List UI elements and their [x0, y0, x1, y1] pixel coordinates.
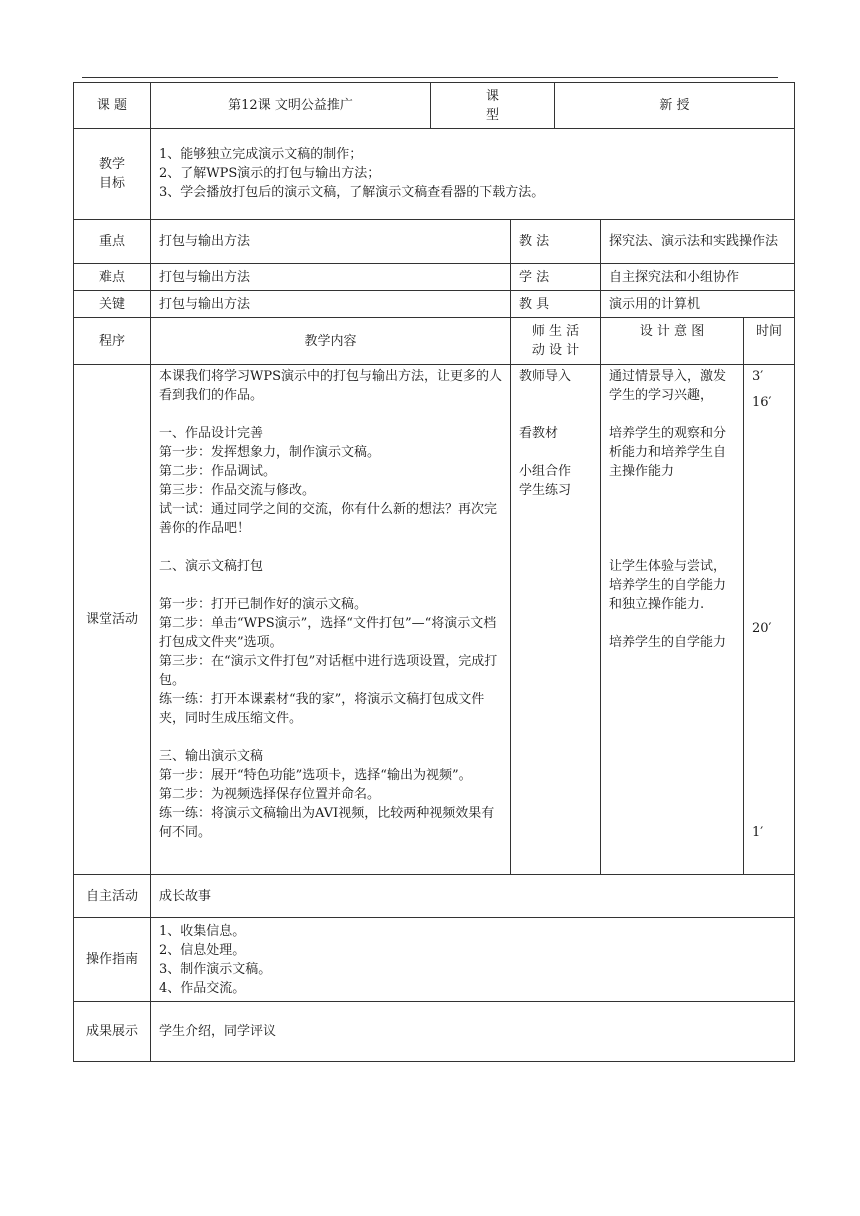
learning-method-value: 自主探究法和小组协作 — [601, 264, 795, 291]
step-text: 试一试：通过同学之间的交流，你有什么新的想法？再次完善你的作品吧！ — [159, 502, 498, 536]
goals-label-line2: 目标 — [98, 176, 125, 191]
step-text: 练一练：将演示文稿输出为AVI视频，比较两种视频效果有何不同。 — [159, 806, 495, 840]
intro-text: 本课我们将学习WPS演示中的打包与输出方法，让更多的人看到我们的作品。 — [159, 369, 503, 403]
goals-content — [151, 129, 795, 220]
activity-item: 教师导入 — [519, 369, 572, 384]
section-title: 一、作品设计完善 — [159, 426, 264, 441]
self-activity-label: 自主活动 — [74, 875, 151, 918]
type-value: 新 授 — [555, 83, 795, 129]
step-text: 第三步：作品交流与修改。 — [159, 483, 316, 498]
activity-item: 小组合作 — [519, 464, 572, 479]
step-text: 第一步：打开已制作好的演示文稿。 — [159, 597, 368, 612]
step-text: 第二步：为视频选择保存位置并命名。 — [159, 787, 381, 802]
guide-label: 操作指南 — [74, 918, 151, 1002]
self-activity-value: 成长故事 — [151, 875, 795, 918]
type-label-line2: 型 — [485, 107, 499, 123]
guide-item: 2、信息处理。 — [159, 943, 246, 958]
showcase-label: 成果展示 — [74, 1002, 151, 1062]
design-column — [601, 365, 744, 875]
guide-content — [151, 918, 795, 1002]
section-title: 三、输出演示文稿 — [159, 749, 264, 764]
type-label-line1: 课 — [485, 88, 499, 104]
difficulty-label: 难点 — [74, 264, 151, 291]
activity-item: 看教材 — [519, 426, 559, 441]
procedure-header: 程序 — [74, 318, 151, 365]
goals-label-line1: 教学 — [98, 157, 125, 172]
classroom-label: 课堂活动 — [74, 365, 151, 875]
guide-item: 4、作品交流。 — [159, 981, 246, 996]
design-item: 让学生体验与尝试，培养学生的自学能力和独立操作能力. — [609, 559, 727, 612]
guide-item: 1、收集信息。 — [159, 924, 246, 939]
type-label — [431, 83, 555, 129]
step-text: 练一练：打开本课素材“我的家”，将演示文稿打包成文件夹，同时生成压缩文件。 — [159, 692, 485, 726]
goal-item: 3、学会播放打包后的演示文稿，了解演示文稿查看器的下载方法。 — [159, 185, 545, 200]
step-text: 第一步：展开“特色功能”选项卡，选择“输出为视频”。 — [159, 768, 472, 783]
goals-label — [74, 129, 151, 220]
time-item: 20′ — [752, 621, 772, 636]
guide-item: 3、制作演示文稿。 — [159, 962, 272, 977]
key-value: 打包与输出方法 — [151, 220, 511, 264]
goal-item: 1、能够独立完成演示文稿的制作； — [159, 147, 363, 162]
section-title: 二、演示文稿打包 — [159, 559, 264, 574]
activity-column — [511, 365, 601, 875]
activity-item: 学生练习 — [519, 483, 572, 498]
step-text: 第三步：在“演示文件打包”对话框中进行选项设置，完成打包。 — [159, 654, 498, 688]
step-text: 第二步：单击“WPS演示”，选择“文件打包”—“将演示文档打包成文件夹”选项。 — [159, 616, 497, 650]
goal-item: 2、了解WPS演示的打包与输出方法； — [159, 166, 381, 181]
step-text: 第一步：发挥想象力，制作演示文稿。 — [159, 445, 381, 460]
design-item: 通过情景导入，激发学生的学习兴趣， — [609, 369, 727, 403]
design-item: 培养学生的观察和分析能力和培养学生自主操作能力 — [609, 426, 727, 479]
course-label: 课 题 — [74, 83, 151, 129]
time-item: 1′ — [752, 825, 764, 840]
design-item: 培养学生的自学能力 — [609, 635, 727, 650]
activity-header — [511, 318, 601, 365]
key-label: 重点 — [74, 220, 151, 264]
time-column — [744, 365, 795, 875]
time-item: 3′ — [752, 369, 764, 384]
content-header: 教学内容 — [151, 318, 511, 365]
top-rule — [82, 77, 778, 78]
step-text: 第二步：作品调试。 — [159, 464, 277, 479]
teaching-aid-label: 教 具 — [511, 291, 601, 318]
time-item: 16′ — [752, 395, 772, 410]
activity-header-line1: 师 生 活 — [531, 324, 580, 339]
teaching-method-value: 探究法、演示法和实践操作法 — [601, 220, 795, 264]
course-title: 第12课 文明公益推广 — [151, 83, 431, 129]
lesson-plan-table — [73, 82, 795, 1062]
classroom-content — [151, 365, 511, 875]
time-header: 时间 — [744, 318, 795, 365]
design-header: 设 计 意 图 — [601, 318, 744, 365]
activity-header-line2: 动 设 计 — [531, 343, 580, 358]
teaching-method-label: 教 法 — [511, 220, 601, 264]
crux-label: 关键 — [74, 291, 151, 318]
learning-method-label: 学 法 — [511, 264, 601, 291]
showcase-value: 学生介绍，同学评议 — [151, 1002, 795, 1062]
difficulty-value: 打包与输出方法 — [151, 264, 511, 291]
crux-value: 打包与输出方法 — [151, 291, 511, 318]
teaching-aid-value: 演示用的计算机 — [601, 291, 795, 318]
